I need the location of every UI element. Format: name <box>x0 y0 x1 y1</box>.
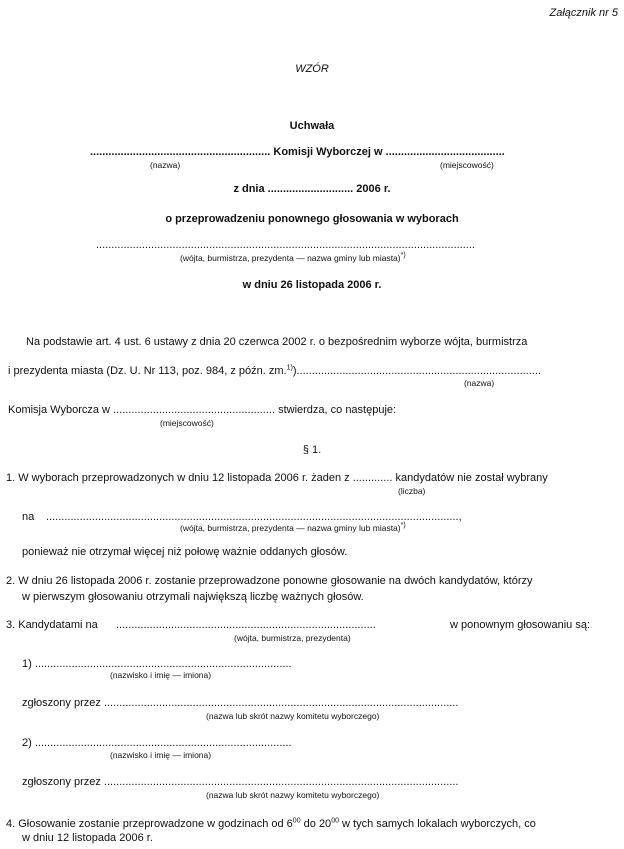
label-organ-2: (wójta, burmistrza, prezydenta — nazwa gminy lub miasta)*) <box>180 522 406 533</box>
label-name-2: (nazwa) <box>464 378 495 388</box>
date-line: z dnia ............................ 2006 r. <box>233 183 391 195</box>
point-1-line-1: 1. W wyborach przeprowadzonych w dniu 12 listopada 2006 r. żaden z ............. kandydatów nie został wybrany <box>6 472 548 484</box>
label-committee-1: (nazwa lub skrót nazwy komitetu wyborczego) <box>206 711 380 721</box>
footnote-mark: *) <box>400 252 406 260</box>
point-2-line-2: w pierwszym głosowaniu otrzymali największą liczbę ważnych głosów. <box>22 591 364 603</box>
organ-line: ............................................................................................................................ <box>96 239 475 251</box>
label-office: (wójta, burmistrza, prezydenta) <box>234 633 351 643</box>
point-1-dots: ......................................................................................................................................., <box>46 511 462 523</box>
commission-statement: Komisja Wyborcza w ..................................................... stwierdza, co następuje: <box>8 404 397 416</box>
candidate-2-line: 2) .................................................................................... <box>22 737 292 749</box>
label-committee-2: (nazwa lub skrót nazwy komitetu wyborczego) <box>206 790 380 800</box>
label-name: (nazwa) <box>150 160 181 170</box>
label-count: (liczba) <box>398 486 426 496</box>
point-3-dots: ..................................................................................... <box>116 619 376 631</box>
label-organ: (wójta, burmistrza, prezydenta — nazwa gminy lub miasta)*) <box>180 252 406 263</box>
intro-line-2: i prezydenta miasta (Dz. U. Nr 113, poz. 984, z późn. zm.$^{1)}$)................................................................................ <box>8 364 541 377</box>
label-surname-1: (nazwisko i imię — imiona) <box>110 670 212 680</box>
point-4-line-2: w dniu 12 listopada 2006 r. <box>22 832 153 844</box>
point-3-left: 3. Kandydatami na <box>6 619 98 631</box>
point-2-line-1: 2. W dniu 26 listopada 2006 r. zostanie przeprowadzone ponowne głosowanie na dwóch kandydatów, którzy <box>6 575 533 587</box>
submitted-by-2: zgłoszony przez .................................................................................................................... <box>22 776 459 788</box>
point-3-right: w ponownym głosowaniu są: <box>450 619 591 631</box>
point-4-line-1: 4. Głosowanie zostanie przeprowadzone w godzinach od $6^{00}$ do $20^{00}$ w tych samych lokalach wyborczych, co <box>6 817 536 830</box>
intro-line-1: Na podstawie art. 4 ust. 6 ustawy z dnia 20 czerwca 2002 r. o bezpośrednim wyborze wójta, burmistrza <box>26 336 528 348</box>
resolution-title: Uchwała <box>289 120 335 132</box>
candidate-1-line: 1) .................................................................................... <box>22 658 292 670</box>
submitted-by-1: zgłoszony przez .................................................................................................................... <box>22 697 459 709</box>
point-1-line-2: ponieważ nie otrzymał więcej niż połowę ważnie oddanych głosów. <box>22 546 348 558</box>
election-date: w dniu 26 listopada 2006 r. <box>242 279 382 291</box>
template-heading: WZÓR <box>295 63 329 75</box>
section-paragraph: § 1. <box>302 444 322 456</box>
label-surname-2: (nazwisko i imię — imiona) <box>110 750 212 760</box>
resolution-subject: o przeprowadzeniu ponownego głosowania w wyborach <box>165 213 459 225</box>
label-locality: (miejscowość) <box>440 160 494 170</box>
commission-line: ........................................................... Komisji Wyborczej w ....................................... <box>90 146 505 158</box>
label-locality-2: (miejscowość) <box>160 418 214 428</box>
annex-label: Załącznik nr 5 <box>549 7 618 19</box>
point-1-na: na <box>22 511 35 523</box>
